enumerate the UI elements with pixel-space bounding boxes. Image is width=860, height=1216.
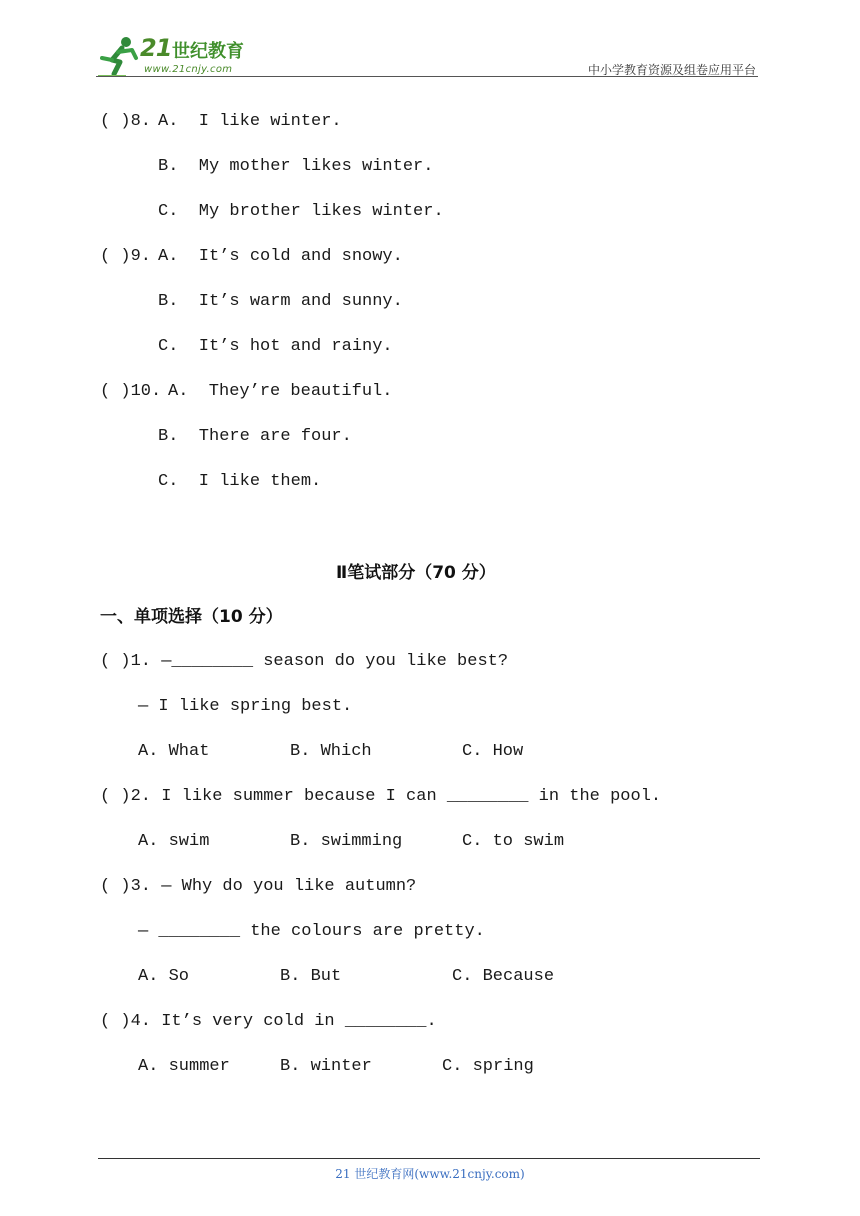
q8-option-c: C. My brother likes winter. [158, 202, 444, 221]
mc-q3-option-c: C. Because [452, 967, 555, 986]
q9-option-a: A. It’s cold and snowy. [158, 247, 403, 266]
page-header [96, 28, 758, 80]
q10-number: ( )10. [100, 382, 162, 401]
footer-link[interactable]: 21 世纪教育网(www.21cnjy.com) [335, 1167, 525, 1181]
mc-q2-option-b: B. swimming [290, 832, 403, 851]
mc-q3-option-a: A. So [138, 967, 190, 986]
mc-q1-option-c: C. How [462, 742, 524, 761]
section-title: Ⅱ笔试部分（70 分） [336, 563, 496, 583]
mc-q2-option-a: A. swim [138, 832, 210, 851]
q9-number: ( )9. [100, 247, 152, 266]
runner-logo-icon [96, 36, 142, 78]
mc-q2-stem: ( )2. I like summer because I can ________ in the pool. [100, 787, 662, 806]
mc-q4-option-b: B. winter [280, 1057, 372, 1076]
q9-option-b: B. It’s warm and sunny. [158, 292, 403, 311]
mc-q2-option-c: C. to swim [462, 832, 565, 851]
mc-q4-stem: ( )4. It’s very cold in ________. [100, 1012, 437, 1031]
q10-option-a: A. They’re beautiful. [168, 382, 393, 401]
part-title: 一、单项选择（10 分） [100, 607, 283, 627]
mc-q4-option-a: A. summer [138, 1057, 230, 1076]
q8-option-a: A. I like winter. [158, 112, 342, 131]
mc-q1-option-b: B. Which [290, 742, 372, 761]
mc-q3-stem: ( )3. — Why do you like autumn? [100, 877, 417, 896]
logo-url: www.21cnjy.com [144, 64, 233, 75]
q10-option-c: C. I like them. [158, 472, 322, 491]
q8-number: ( )8. [100, 112, 152, 131]
mc-q1-answer: — I like spring best. [138, 697, 353, 716]
footer-divider [98, 1158, 760, 1159]
header-divider [96, 76, 758, 77]
q8-option-b: B. My mother likes winter. [158, 157, 434, 176]
q10-option-b: B. There are four. [158, 427, 352, 446]
mc-q3-option-b: B. But [280, 967, 342, 986]
mc-q3-answer: — ________ the colours are pretty. [138, 922, 485, 941]
site-logo [96, 34, 266, 78]
mc-q1-option-a: A. What [138, 742, 210, 761]
platform-tagline: 中小学教育资源及组卷应用平台 [587, 63, 756, 77]
mc-q1-stem: ( )1. —________ season do you like best? [100, 652, 509, 671]
logo-number: 21 [140, 34, 172, 62]
logo-text: 世纪教育 [172, 41, 244, 62]
q9-option-c: C. It’s hot and rainy. [158, 337, 393, 356]
mc-q4-option-c: C. spring [442, 1057, 534, 1076]
